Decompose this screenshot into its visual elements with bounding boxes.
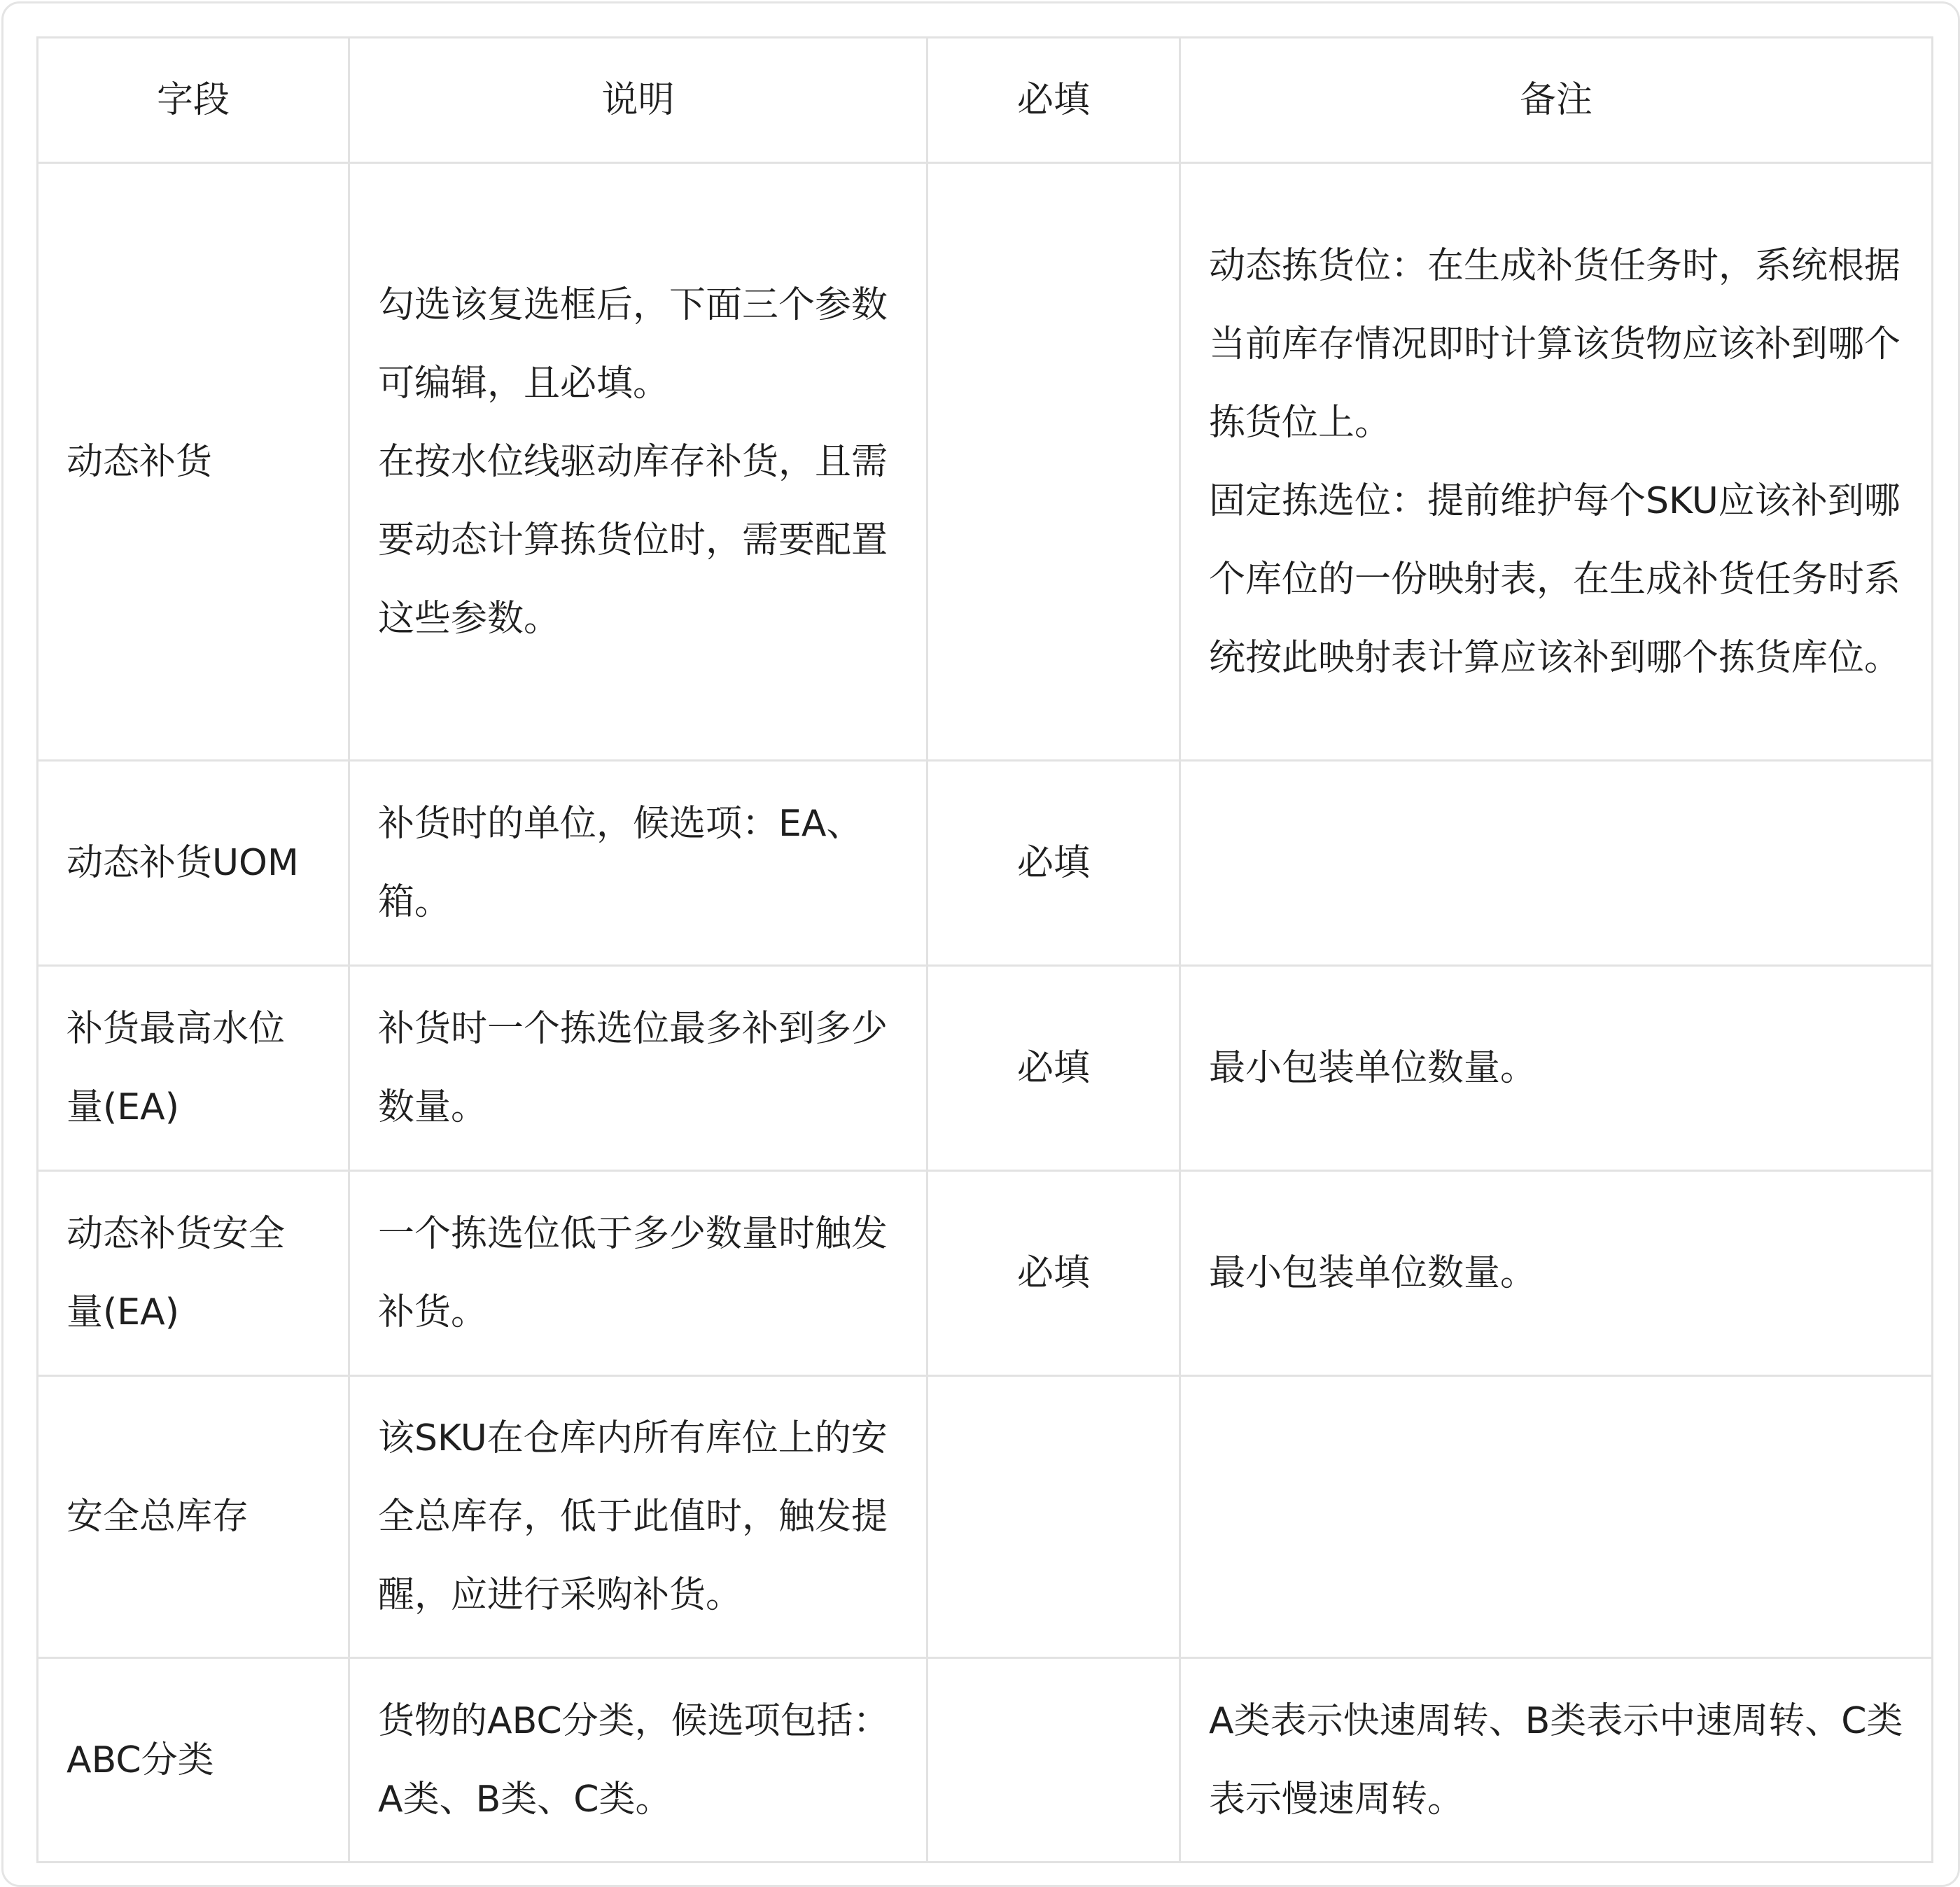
table-row <box>38 1658 1933 1863</box>
cell-required: 必填 <box>927 761 1180 966</box>
table-row <box>38 163 1933 761</box>
cell-note: A类表示快速周转、B类表示中速周转、C类表示慢速周转。 <box>1180 1658 1933 1863</box>
replenishment-field-table <box>36 36 1933 1863</box>
cell-note: 最小包装单位数量。 <box>1180 1171 1933 1376</box>
table-header-row <box>38 38 1933 163</box>
cell-required: 必填 <box>927 966 1180 1171</box>
cell-description: 补货时一个拣选位最多补到多少数量。 <box>349 966 927 1171</box>
table-row <box>38 761 1933 966</box>
cell-field: 补货最高水位量(EA) <box>38 966 349 1171</box>
cell-description: 该SKU在仓库内所有库位上的安全总库存，低于此值时，触发提醒，应进行采购补货。 <box>349 1376 927 1658</box>
cell-field: 动态补货安全量(EA) <box>38 1171 349 1376</box>
table-row <box>38 1171 1933 1376</box>
cell-required: 必填 <box>927 1171 1180 1376</box>
cell-field: 动态补货UOM <box>38 761 349 966</box>
cell-description: 补货时的单位，候选项：EA、箱。 <box>349 761 927 966</box>
cell-note <box>1180 1376 1933 1658</box>
cell-required <box>927 163 1180 761</box>
header-field: 字段 <box>38 38 349 163</box>
cell-required <box>927 1658 1180 1863</box>
table-row <box>38 1376 1933 1658</box>
cell-note: 动态拣货位：在生成补货任务时，系统根据当前库存情况即时计算该货物应该补到哪个拣货位上。 固定拣选位：提前维护每个SKU应该补到哪个库位的一份映射表，在生成补货任务时系统按此映射表计算应该补到哪个拣货库位。 <box>1180 163 1933 761</box>
cell-field: 安全总库存 <box>38 1376 349 1658</box>
cell-description: 一个拣选位低于多少数量时触发补货。 <box>349 1171 927 1376</box>
cell-description: 勾选该复选框后，下面三个参数可编辑，且必填。 在按水位线驱动库存补货，且需要动态计算拣货位时，需要配置这些参数。 <box>349 163 927 761</box>
table-row <box>38 966 1933 1171</box>
header-note: 备注 <box>1180 38 1933 163</box>
cell-note: 最小包装单位数量。 <box>1180 966 1933 1171</box>
header-description: 说明 <box>349 38 927 163</box>
header-required: 必填 <box>927 38 1180 163</box>
cell-required <box>927 1376 1180 1658</box>
cell-field: 动态补货 <box>38 163 349 761</box>
cell-note <box>1180 761 1933 966</box>
cell-description: 货物的ABC分类，候选项包括：A类、B类、C类。 <box>349 1658 927 1863</box>
table-container <box>1 1 1960 1887</box>
cell-field: ABC分类 <box>38 1658 349 1863</box>
